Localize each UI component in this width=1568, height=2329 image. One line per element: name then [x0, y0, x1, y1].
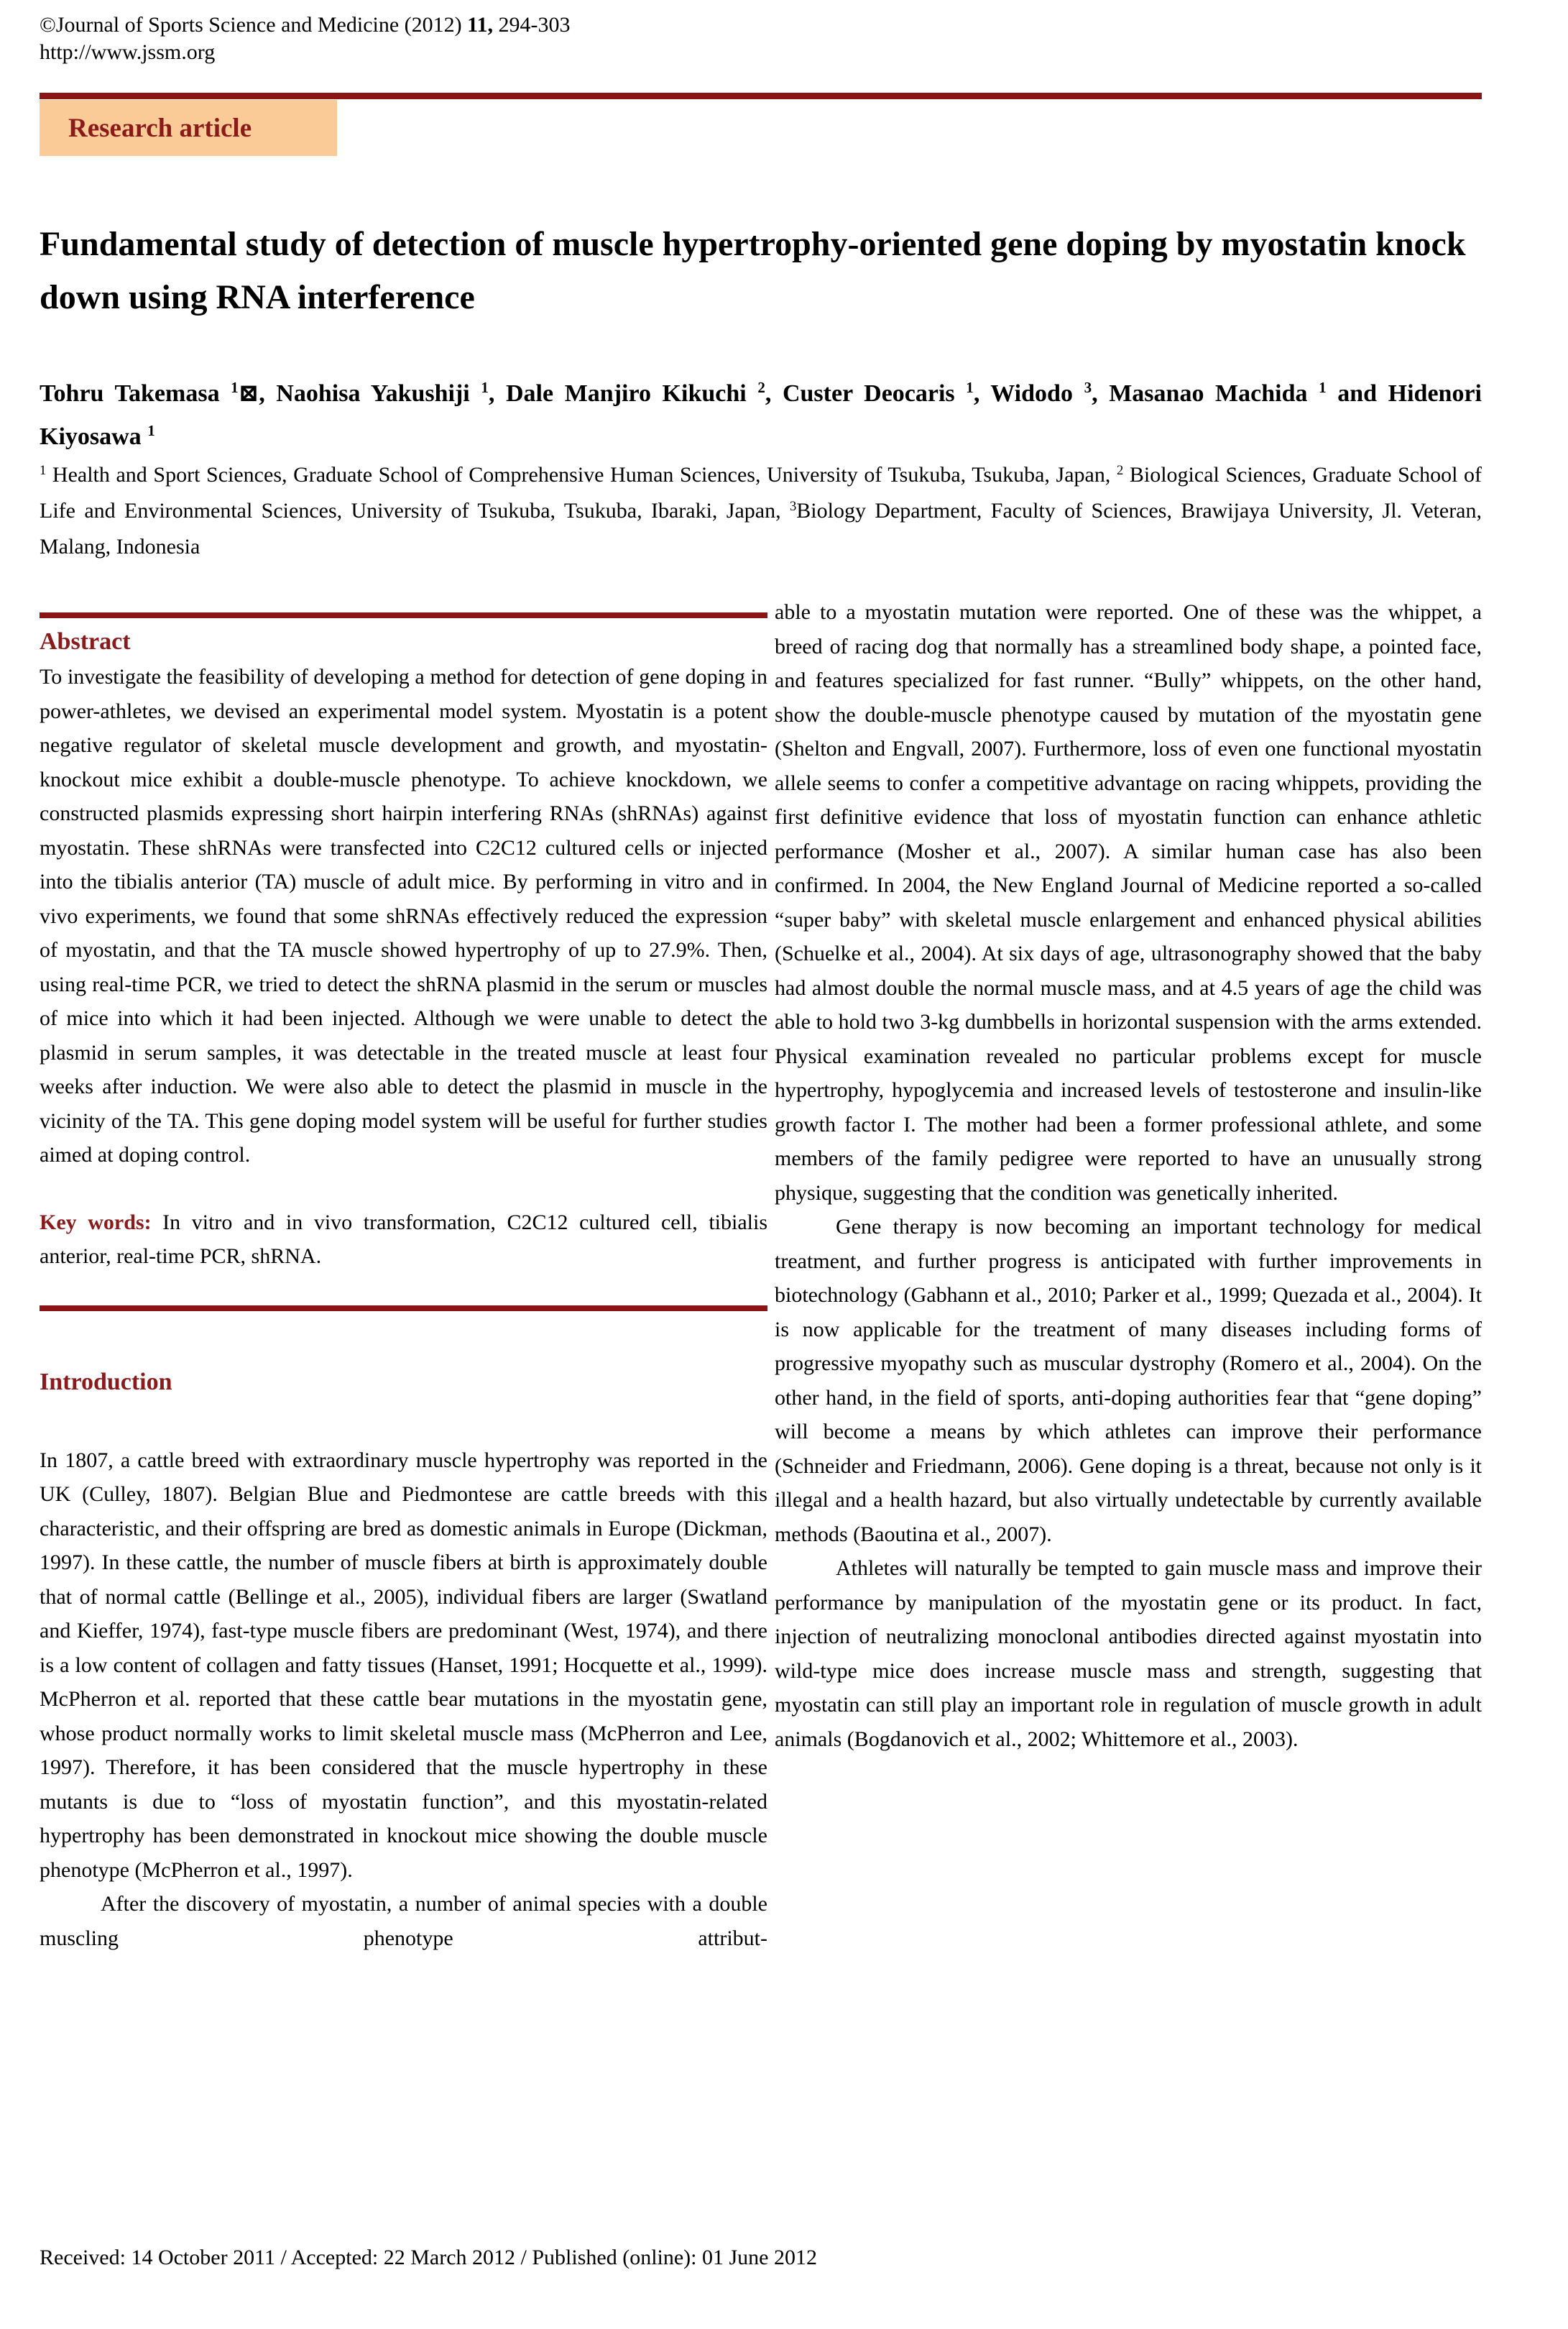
page-header	[40, 12, 571, 66]
introduction-heading: Introduction	[40, 1368, 172, 1395]
article-type-badge	[40, 100, 337, 156]
abstract-top-rule	[40, 612, 767, 618]
journal-url: http://www.jssm.org	[40, 40, 216, 64]
abstract-heading: Abstract	[40, 628, 131, 655]
keywords-bottom-rule	[40, 1305, 767, 1311]
intro-paragraph-2-continued: able to a myostatin mutation were reported. One of these was the whippet, a breed of racing dog that normally has a streamlined body shape, a pointed face, and features specialized for fast runner. “Bully” whippets, on the other hand, show the double-muscle phenotype caused by mutation of the myostatin gene (Shelton and Engvall, 2007). Furthermore, loss of even one functional myostatin allele seems to confer a competitive advantage on racing whippets, providing the first definitive evidence that loss of myostatin function can enhance athletic performance (Mosher et al., 2007). A similar human case has also been confirmed. In 2004, the New England Journal of Medicine reported a so-called “super baby” with skeletal muscle enlargement and enhanced physical abilities (Schuelke et al., 2004). At six days of age, ultrasonography showed that the baby had almost double the normal muscle mass, and at 4.5 years of age the child was able to hold two 3-kg dumbbells in horizontal suspension with the arms extended. Physical examination revealed no particular problems except for muscle hypertrophy, hypoglycemia and increased levels of testosterone and insulin-like growth factor I. The mother had been a former professional athlete, and some members of the family pedigree were reported to have an unusually strong physique, suggesting that the condition was genetically inherited.	[775, 600, 1482, 1205]
header-rule	[40, 93, 1482, 99]
article-type-label: Research article	[68, 113, 252, 143]
keywords-text: In vitro and in vivo transformation, C2C12 cultured cell, tibialis anterior, real-time PCR, shRNA.	[40, 1210, 768, 1268]
authors-line: Tohru Takemasa $^1$⊠, Naohisa Yakushiji $^1$, Dale Manjiro Kikuchi $^2$, Custer Deocaris $^1$, Widodo $^3$, Masanao Machida $^1$ and Hidenori Kiyosawa $^1$	[40, 379, 1482, 450]
intro-paragraph-2-left: After the discovery of myostatin, a number of animal species with a double muscling phenotype attribut-	[40, 1892, 767, 1950]
right-column	[775, 595, 1482, 1756]
article-title: Fundamental study of detection of muscle hypertrophy-oriented gene doping by myostatin knock down using RNA interference	[40, 225, 1466, 316]
affiliations: $^1$ Health and Sport Sciences, Graduate School of Comprehensive Human Sciences, University of Tsukuba, Tsukuba, Japan, $^2$ Biological Sciences, Graduate School of Life and Environmental Sciences, University of Tsukuba, Tsukuba, Ibaraki, Japan, $^3$Biology Department, Faculty of Sciences, Brawijaya University, Jl. Veteran, Malang, Indonesia	[40, 462, 1482, 559]
keywords-line	[40, 1205, 767, 1274]
intro-paragraph-3: Gene therapy is now becoming an important technology for medical treatment, and further progress is anticipated with further improvements in biotechnology (Gabhann et al., 2010; Parker et al., 1999; Quezada et al., 2004). It is now applicable for the treatment of many diseases including forms of progressive myopathy such as muscular dystrophy (Romero et al., 2004). On the other hand, in the field of sports, anti-doping authorities fear that “gene doping” will become a means by which athletes can improve their performance (Schneider and Friedmann, 2006). Gene doping is a threat, because not only is it illegal and a health hazard, but also virtually undetectable by currently available methods (Baoutina et al., 2007).	[775, 1215, 1482, 1546]
journal-copyright-line: ©Journal of Sports Science and Medicine (2012) 11, 294-303	[40, 13, 571, 37]
left-column	[40, 612, 767, 1955]
keywords-label: Key words:	[40, 1210, 152, 1234]
abstract-text: To investigate the feasibility of developing a method for detection of gene doping in power-athletes, we devised an experimental model system. Myostatin is a potent negative regulator of skeletal muscle development and growth, and myostatin-knockout mice exhibit a double-muscle phenotype. To achieve knockdown, we constructed plasmids expressing short hairpin interfering RNAs (shRNAs) against myostatin. These shRNAs were transfected into C2C12 cultured cells or injected into the tibialis anterior (TA) muscle of adult mice. By performing in vitro and in vivo experiments, we found that some shRNAs effectively reduced the expression of myostatin, and that the TA muscle showed hypertrophy of up to 27.9%. Then, using real-time PCR, we tried to detect the shRNA plasmid in the serum or muscles of mice into which it had been injected. Although we were unable to detect the plasmid in serum samples, it was detectable in the treated muscle at least four weeks after induction. We were also able to detect the plasmid in muscle in the vicinity of the TA. This gene doping model system will be useful for further studies aimed at doping control.	[40, 665, 767, 1167]
intro-paragraph-1: In 1807, a cattle breed with extraordinary muscle hypertrophy was reported in the UK (Culley, 1807). Belgian Blue and Piedmontese are cattle breeds with this characteristic, and their offspring are bred as domestic animals in Europe (Dickman, 1997). In these cattle, the number of muscle fibers at birth is approximately double that of normal cattle (Bellinge et al., 2005), individual fibers are larger (Swatland and Kieffer, 1974), fast-type muscle fibers are predominant (West, 1974), and there is a low content of collagen and fatty tissues (Hanset, 1991; Hocquette et al., 1999). McPherron et al. reported that these cattle bear mutations in the myostatin gene, whose product normally works to limit skeletal muscle mass (McPherron and Lee, 1997). Therefore, it has been considered that the muscle hypertrophy in these mutants is due to “loss of myostatin function”, and this myostatin-related hypertrophy has been demonstrated in knockout mice showing the double muscle phenotype (McPherron et al., 1997).	[40, 1448, 767, 1882]
received-accepted-published-line: Received: 14 October 2011 / Accepted: 22 March 2012 / Published (online): 01 June 2012	[40, 2246, 817, 2269]
intro-paragraph-4: Athletes will naturally be tempted to gain muscle mass and improve their performance by manipulation of the myostatin gene or its product. In fact, injection of neutralizing monoclonal antibodies directed against myostatin into wild-type mice does increase muscle mass and strength, suggesting that myostatin can still play an important role in regulation of muscle growth in adult animals (Bogdanovich et al., 2002; Whittemore et al., 2003).	[775, 1556, 1482, 1751]
